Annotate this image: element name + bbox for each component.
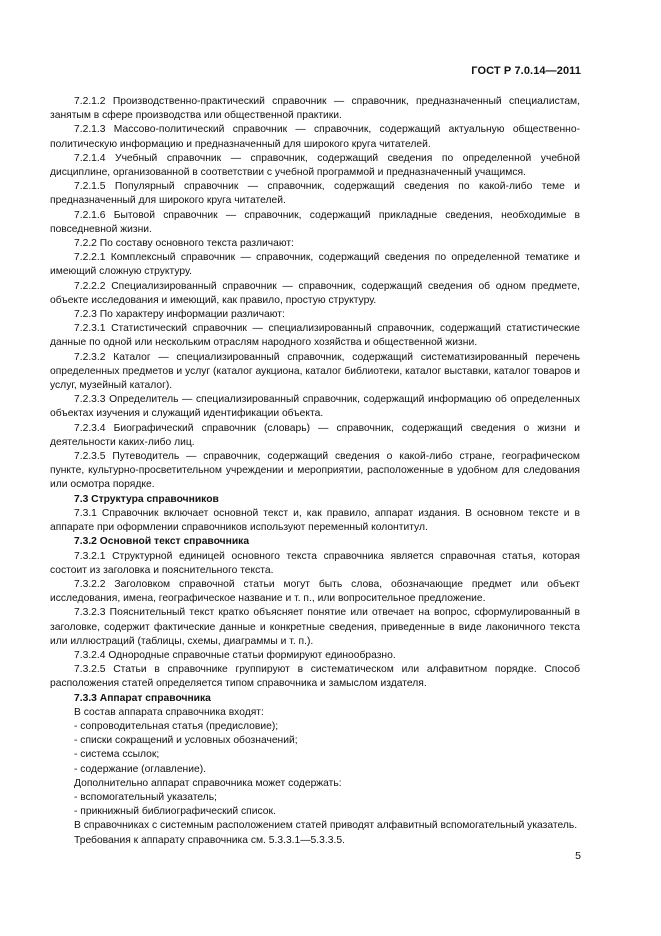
paragraph: Дополнительно аппарат справочника может содержать: — [74, 777, 342, 789]
paragraph: 7.2.3 По характеру информации различают: — [74, 309, 285, 321]
section-heading: 7.3.3 Аппарат справочника — [74, 692, 211, 704]
paragraph: В справочниках с системным расположением статей приводят алфавитный вспомогательный указатель. — [74, 820, 578, 832]
paragraph: 7.2.3.3 Определитель — специализированный справочник, содержащий информацию об определенных объектах изучения и служащий идентификации объекта. — [50, 394, 580, 420]
paragraph: 7.2.1.4 Учебный справочник — справочник, содержащий сведения по определенной учебной дисциплине, организованной в соответствии с учебной программой и предназначенный учащимся. — [50, 152, 580, 179]
paragraph: 7.2.2 По составу основного текста различают: — [74, 238, 294, 250]
paragraph: 7.2.3.5 Путеводитель — справочник, содержащий сведения о какой-либо стране, географическом пункте, культурно-просветительном учреждении и мероприятии, расположенные в удобном для следования или осмотра порядке. — [50, 451, 580, 491]
page-body — [50, 95, 580, 848]
list-item: - списки сокращений и условных обозначений; — [74, 735, 298, 747]
paragraph: 7.2.2.1 Комплексный справочник — справочник, содержащий сведения по определенной тематике и имеющий сложную структуру. — [50, 252, 580, 278]
paragraph: 7.3.2.4 Однородные справочные статьи формируют единообразно. — [74, 649, 396, 661]
list-item: - вспомогательный указатель; — [74, 791, 217, 803]
paragraph: 7.3.2.2 Заголовком справочной статьи могут быть слова, обозначающие предмет или объект исследования, имена, географическое название и т. п., или вопросительное предложение. — [50, 578, 580, 605]
paragraph: 7.2.1.3 Массово-политический справочник — справочник, содержащий актуальную общественно-политическую информацию и предназначенный для широкого круга читателей. — [50, 124, 580, 150]
paragraph: В состав аппарата справочника входят: — [74, 706, 264, 718]
section-heading: 7.3.2 Основной текст справочника — [74, 536, 250, 548]
paragraph: 7.2.3.2 Каталог — специализированный справочник, содержащий систематизированный перечень определенных предметов и услуг (каталог аукциона, каталог библиотеки, каталог выставки, каталог товаров и услуг, музейный каталог). — [50, 351, 580, 392]
page-number: 5 — [575, 850, 581, 862]
list-item: - прикнижный библиографический список. — [74, 806, 276, 818]
document-header: ГОСТ Р 7.0.14—2011 — [471, 65, 581, 77]
list-item: - система ссылок; — [74, 749, 160, 761]
list-item: - содержание (оглавление). — [74, 763, 206, 775]
paragraph: 7.2.3.1 Статистический справочник — специализированный справочник, содержащий статистические данные по одной или нескольким отраслям народного хозяйства и общественной жизни. — [50, 323, 580, 349]
paragraph: 7.3.2.5 Статьи в справочнике группируют в систематическом или алфавитном порядке. Способ расположения статей определяется типом справочника и замыслом издателя. — [50, 664, 580, 690]
paragraph: 7.2.2.2 Специализированный справочник — справочник, содержащий сведения об одном предмете, объекте исследования и имеющий, как правило, простую структуру. — [50, 280, 580, 306]
paragraph: 7.2.1.2 Производственно-практический справочник — справочник, предназначенный специалистам, занятым в сфере производства или общественной практики. — [50, 96, 580, 122]
section-heading: 7.3 Структура справочников — [74, 493, 219, 505]
paragraph: 7.3.2.1 Структурной единицей основного текста справочника является справочная статья, которая состоит из заголовка и пояснительного текста. — [50, 550, 580, 576]
paragraph: 7.3.2.3 Пояснительный текст кратко объясняет понятие или отвечает на вопрос, сформулированный в заголовке, содержит фактические данные и конкретные сведения, приведенные в виде лаконичного текста или иллюстраций (таблицы, схемы, диаграммы и т. п.). — [50, 607, 580, 647]
paragraph: 7.3.1 Справочник включает основной текст и, как правило, аппарат издания. В основном тексте и в аппарате при оформлении справочников используют переменный колонтитул. — [50, 507, 580, 534]
paragraph: 7.2.1.6 Бытовой справочник — справочник, содержащий прикладные сведения, необходимые в повседневной жизни. — [50, 209, 580, 235]
paragraph: Требования к аппарату справочника см. 5.3.3.1—5.3.3.5. — [74, 834, 345, 846]
paragraph: 7.2.3.4 Биографический справочник (словарь) — справочник, содержащий сведения о жизни и деятельности каких-либо лиц. — [50, 422, 580, 448]
paragraph: 7.2.1.5 Популярный справочник — справочник, содержащий сведения по какой-либо теме и предназначенный для широкого круга читателей. — [50, 181, 580, 207]
list-item: - сопроводительная статья (предисловие); — [74, 720, 279, 732]
